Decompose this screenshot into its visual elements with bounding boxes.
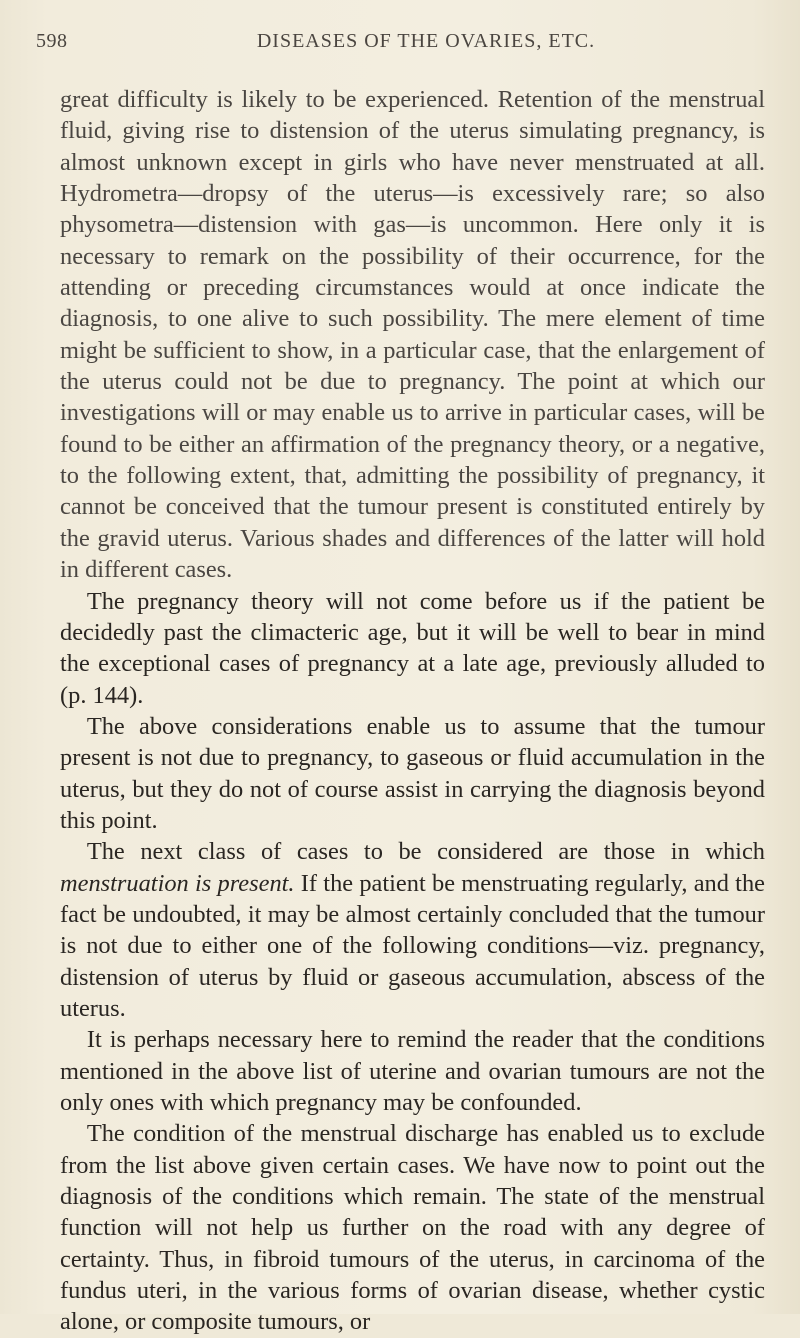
body-text xyxy=(60,84,765,1338)
paragraph-menstrual-discharge: The condition of the menstrual discharge has enabled us to exclude from the list above given certain cases. We have now to point out the diagnosis of the conditions which remain. The state of the menstrual function will not help us further on the road with any degree of certainty. Thus, in fibroid tumours of the uterus, in carcinoma of the fundus uteri, in the various forms of ovarian disease, whether cystic alone, or composite tumours, or xyxy=(60,1120,765,1336)
paragraph-continued: great difficulty is likely to be experienced. Retention of the menstrual fluid, giving rise to distension of the uterus simulating pregnancy, is almost unknown except in girls who have never menstruated at all. Hydrometra—dropsy of the uterus—is excessively rare; so also physometra—distension with gas—is uncommon. Here only it is necessary to remark on the possibility of their occurrence, for the attending or preceding circumstances would at once indicate the diagnosis, to one alive to such possibility. The mere element of time might be sufficient to show, in a particular case, that the enlargement of the uterus could not be due to pregnancy. The point at which our investigations will or may enable us to arrive in particular cases, will be found to be either an affirmation of the pregnancy theory, or a negative, to the following extent, that, admitting the possibility of pregnancy, it cannot be conceived that the tumour present is constituted entirely by the gravid uterus. Various shades and differences of the latter will hold in different cases. xyxy=(60,86,765,584)
paragraph-considerations: The above considerations enable us to assume that the tumour present is not due to pregnancy, to gaseous or fluid accumulation in the uterus, but they do not of course assist in carrying the diagnosis beyond this point. xyxy=(60,712,765,834)
paragraph-pregnancy-theory: The pregnancy theory will not come before us if the patient be decidedly past the climacteric age, but it will be well to bear in mind the exceptional cases of pregnancy at a late age, previously alluded to (p. 144). xyxy=(60,587,765,709)
paragraph-menstruation-rest: If the patient be menstruating regularly, and the fact be undoubted, it may be almost certainly concluded that the tumour is not due to either one of the following conditions—viz. pregnancy, distension of uterus by fluid or gaseous accumulation, abscess of the uterus. xyxy=(60,869,765,1022)
emphasis-menstruation-present: menstruation is present. xyxy=(60,869,295,897)
paragraph-reminder: It is perhaps necessary here to remind the reader that the conditions mentioned in the above list of uterine and ovarian tumours are not the only ones with which pregnancy may be confounded. xyxy=(60,1026,765,1116)
paragraph-menstruation-present xyxy=(60,836,765,1024)
paragraph-menstruation-lead: The next class of cases to be considered are those in which xyxy=(86,838,765,866)
page-header xyxy=(36,30,756,60)
page-number: 598 xyxy=(36,30,68,52)
running-head: DISEASES OF THE OVARIES, ETC. xyxy=(256,30,596,52)
